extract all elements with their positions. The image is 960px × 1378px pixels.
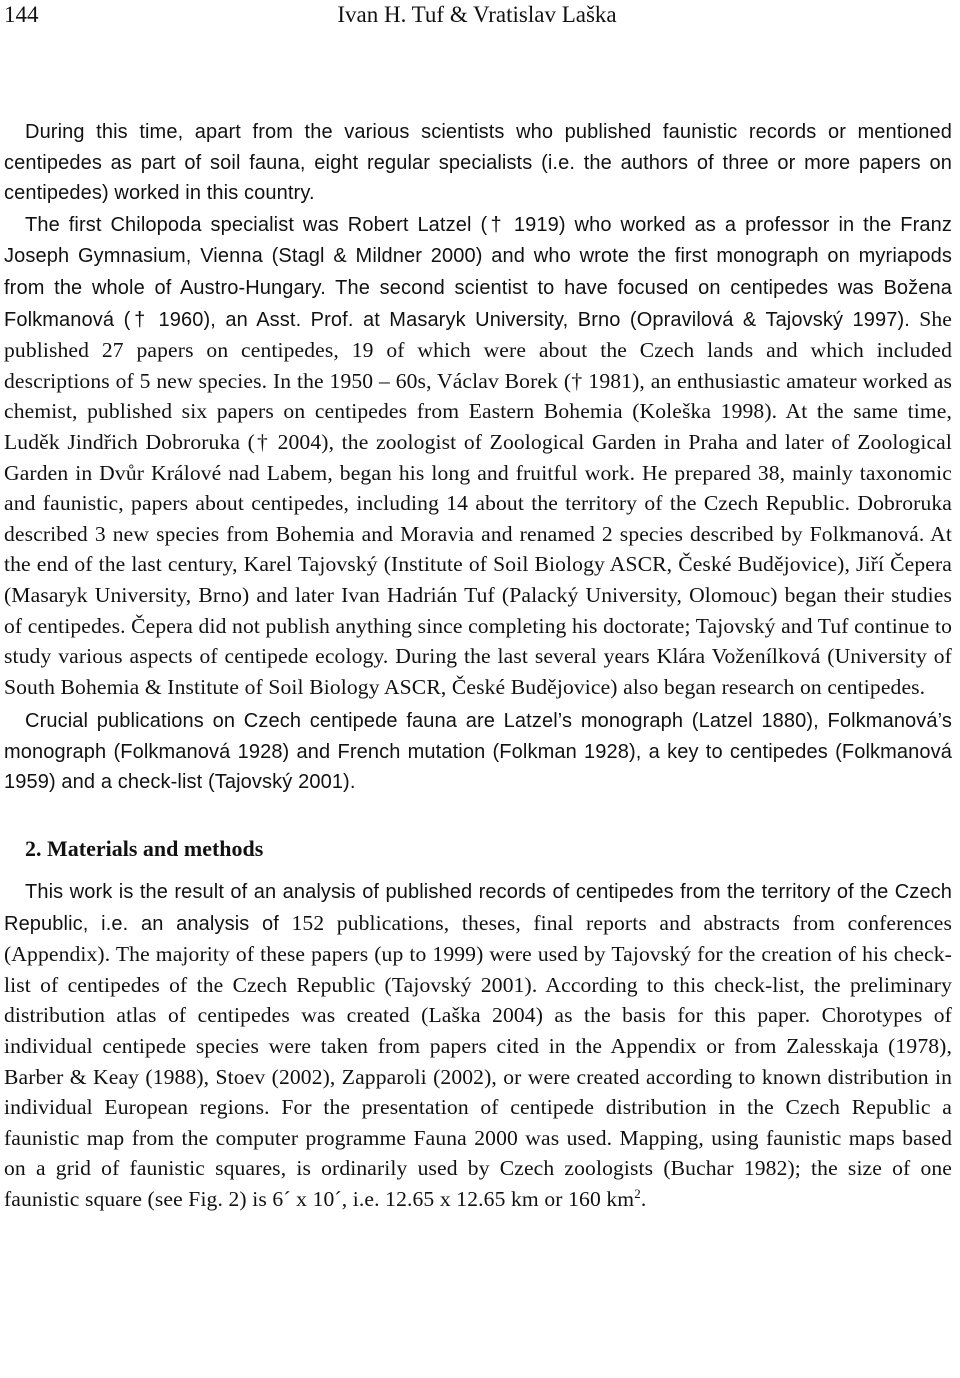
paragraph-specialists xyxy=(4,209,952,703)
page-number: 144 xyxy=(4,2,39,27)
article-body xyxy=(4,117,952,1215)
paragraph-intro: During this time, apart from the various scientists who published faunistic records or mentioned centipedes as part of soil fauna, eight regular specialists (i.e. the authors of three or more papers on centipedes) worked in this country. xyxy=(4,121,952,205)
running-head: Ivan H. Tuf & Vratislav Laška xyxy=(337,2,617,27)
superscript-two: 2 xyxy=(634,1185,641,1201)
paragraph-specialists-part-b: She published 27 papers on centipedes, 19 of which were about the Czech lands and which included descriptions of 5 new species. In the 1950 – 60s, Václav Borek († 1981), an enthusiastic amateur worked as chemist, published six papers on centipedes from Eastern Bohemia (Koleška 1998). At the same time, Luděk Jindřich Dobroruka († 2004), the zoologist of Zoological Garden in Praha and later of Zoological Garden in Dvůr Králové nad Labem, began his long and fruitful work. He prepared 38, mainly taxonomic and faunistic, papers about centipedes, including 14 about the territory of the Czech Republic. Dobroruka described 3 new species from Bohemia and Moravia and renamed 2 species described by Folkmanová. At the end of the last century, Karel Tajovský (Institute of Soil Biology ASCR, České Budějovice), Jiří Čepera (Masaryk University, Brno) and later Ivan Hadrián Tuf (Palacký University, Olomouc) began their studies of centipedes. Čepera did not publish anything since completing his doctorate; Tajovský and Tuf continue to study various aspects of centipede ecology. During the last several years Klára Voženílková (University of South Bohemia & Institute of Soil Biology ASCR, České Budějovice) also began research on centipedes. xyxy=(4,306,952,699)
paragraph-materials xyxy=(4,876,952,1215)
page-header xyxy=(4,0,950,30)
section-heading-materials-methods: 2. Materials and methods xyxy=(25,836,264,862)
paragraph-specialists-part-a: The first Chilopoda specialist was Robert Latzel († 1919) who worked as a professor in the Franz Joseph Gymnasium, Vienna (Stagl & Mildner 2000) and who wrote the first monograph on myriapods from the whole of Austro-Hungary. The second scientist to have focused on centipedes was Božena Folkmanová († 1960), an Asst. Prof. at Masaryk University, Brno (Opravilová & Tajovský 1997). xyxy=(4,213,952,331)
paragraph-materials-end: . xyxy=(640,1187,647,1211)
paragraph-materials-part-b: 152 publications, theses, final reports and abstracts from conferences (Appendix). The majority of these papers (up to 1999) were used by Tajovský for the creation of his check-list of centipedes of the Czech Republic (Tajovský 2001). According to this check-list, the preliminary distribution atlas of centipedes was created (Laška 2004) as the basis for this paper. Chorotypes of individual centipede species were taken from papers cited in the Appendix or from Zalesskaja (1978), Barber & Keay (1988), Stoev (2002), Zapparoli (2002), or were created according to known distribution in individual European regions. For the presentation of centipede distribution in the Czech Republic a faunistic map from the computer programme Fauna 2000 was used. Mapping, using faunistic maps based on a grid of faunistic squares, is ordinarily used by Czech zoologists (Buchar 1982); the size of one faunistic square (see Fig. 2) is 6´ x 10´, i.e. 12.65 x 12.65 km or 160 km xyxy=(4,910,952,1211)
paragraph-materials-part-a: This work is the result of an analysis of published records of centipedes from the territory of the Czech Republic, i.e. an analysis of xyxy=(4,881,952,935)
paragraph-crucial-publications: Crucial publications on Czech centipede fauna are Latzel’s monograph (Latzel 1880), Folkmanová’s monograph (Folkmanová 1928) and French mutation (Folkman 1928), a key to centipedes (Folkmanová 1959) and a check-list (Tajovský 2001). xyxy=(4,710,952,794)
